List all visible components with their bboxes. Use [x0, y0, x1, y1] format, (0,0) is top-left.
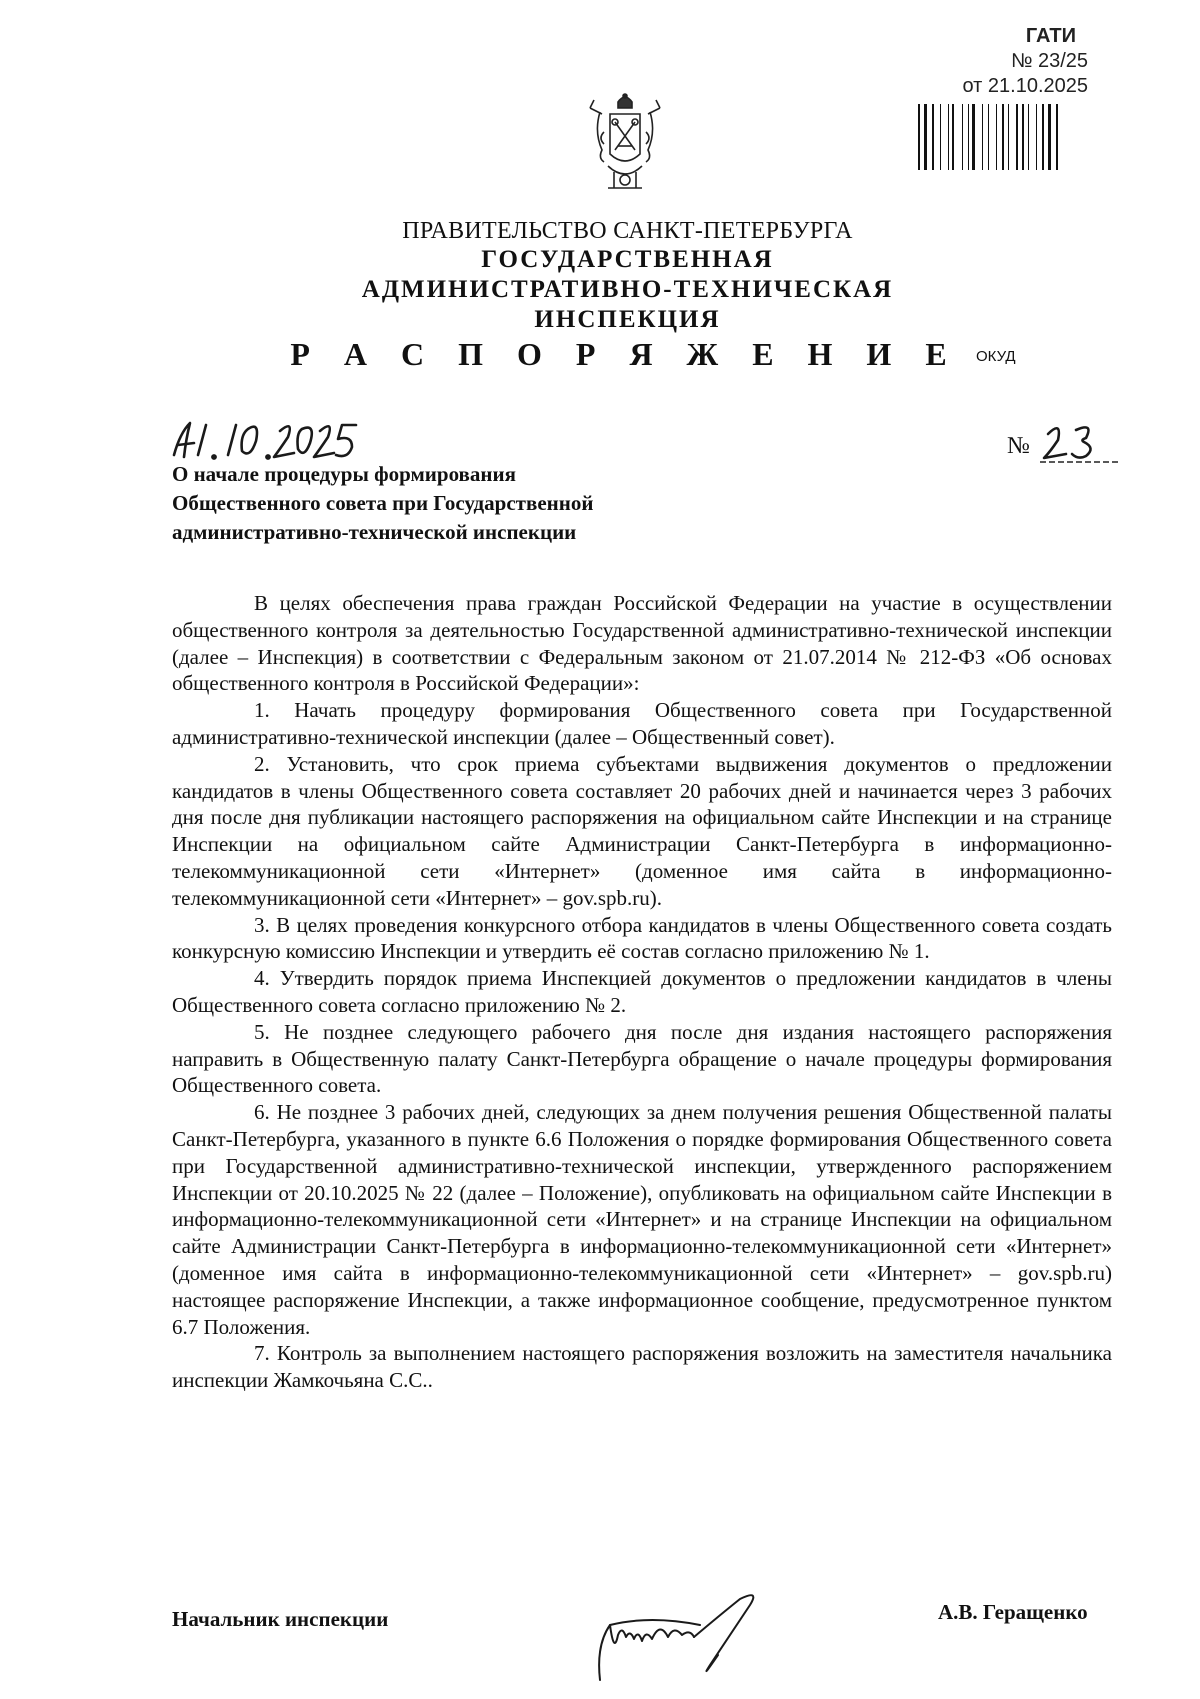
preamble-paragraph: В целях обеспечения права граждан Российской Федерации на участие в осуществлении общественного контроля за деятельностью Государственной административно-технической инспекции (далее – Инспекция) в соответствии с Федеральным законом от 21.07.2014 № 212-ФЗ «Об основах общественного контроля в Российской Федерации»:	[172, 591, 1112, 696]
barcode-icon	[918, 104, 1088, 170]
document-number-label: №	[1007, 433, 1030, 459]
signatory-name: А.В. Геращенко	[938, 1600, 1088, 1624]
subject-line: Общественного совета при Государственной	[172, 491, 594, 515]
agency-title-line2: АДМИНИСТРАТИВНО-ТЕХНИЧЕСКАЯ	[361, 276, 894, 303]
government-title: ПРАВИТЕЛЬСТВО САНКТ-ПЕТЕРБУРГА	[402, 218, 853, 244]
stamp-date: от 21.10.2025	[962, 75, 1088, 97]
document-subject	[172, 460, 732, 547]
handwritten-number	[1040, 420, 1120, 464]
okud-label: ОКУД	[976, 348, 1016, 365]
order-item-1: 1. Начать процедуру формирования Общественного совета при Государственной административно-технической инспекции (далее – Общественный совет).	[172, 698, 1112, 749]
order-item-3: 3. В целях проведения конкурсного отбора кандидатов в члены Общественного совета создать конкурсную комиссию Инспекции и утвердить её состав согласно приложению № 1.	[172, 912, 1112, 964]
subject-line: административно-технической инспекции	[172, 520, 577, 544]
handwritten-date	[170, 415, 370, 463]
subject-line: О начале процедуры формирования	[172, 462, 516, 486]
order-item-5: 5. Не позднее следующего рабочего дня после дня издания настоящего распоряжения направить в Общественную палату Санкт-Петербурга обращение о начале процедуры формирования Общественного совета.	[172, 1019, 1112, 1098]
agency-title-line3: ИНСПЕКЦИЯ	[534, 306, 721, 333]
order-item-6: 6. Не позднее 3 рабочих дней, следующих за днем получения решения Общественной палаты Санкт-Петербурга, указанного в пункте 6.6 Положения о порядке формирования Общественного совета при Государственной административно-технической инспекции, утвержденного распоряжением Инспекции от 20.10.2025 № 22 (далее – Положение), опубликовать на официальном сайте Инспекции в информационно-телекоммуникационной сети «Интернет» и на странице Инспекции на официальном сайте Администрации Санкт-Петербурга в информационно-телекоммуникационной сети «Интернет» (доменное имя сайта в информационно-телекоммуникационной сети «Интернет» – gov.spb.ru) настоящее распоряжение Инспекции, а также информационное сообщение, предусмотренное пунктом 6.7 Положения.	[172, 1100, 1112, 1339]
stamp-org: ГАТИ	[1025, 25, 1076, 47]
agency-title-line1: ГОСУДАРСТВЕННАЯ	[481, 246, 774, 273]
document-body	[172, 590, 1112, 1394]
signatory-position: Начальник инспекции	[172, 1607, 389, 1631]
document-type-title: Р А С П О Р Я Ж Е Н И Е	[290, 336, 960, 372]
saint-petersburg-coat-of-arms-icon	[580, 92, 670, 196]
order-item-4: 4. Утвердить порядок приема Инспекцией документов о предложении кандидатов в члены Общественного совета согласно приложению № 2.	[172, 966, 1112, 1017]
order-item-7: 7. Контроль за выполнением настоящего распоряжения возложить на заместителя начальника инспекции Жамкочьяна С.С..	[172, 1341, 1112, 1393]
registration-stamp	[908, 24, 1088, 99]
order-item-2: 2. Установить, что срок приема субъектами выдвижения документов о предложении кандидатов в члены Общественного совета составляет 20 рабочих дней и начинается через 3 рабочих дня после дня публикации настоящего распоряжения на официальном сайте Инспекции и на странице Инспекции на официальном сайте Администрации Санкт-Петербурга в информационно-телекоммуникационной сети «Интернет» (доменное имя сайта в информационно-телекоммуникационной сети «Интернет» – gov.spb.ru).	[172, 751, 1112, 910]
handwritten-signature	[590, 1585, 770, 1690]
stamp-number: № 23/25	[1010, 50, 1088, 72]
